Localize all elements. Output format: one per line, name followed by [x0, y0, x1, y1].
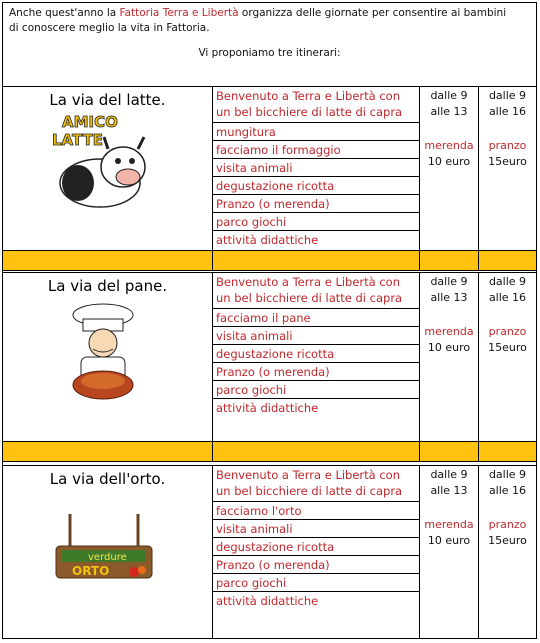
price: 10 euro: [427, 534, 471, 547]
item-text: un bel bicchiere di latte di capra: [216, 484, 403, 498]
time-to: alle 16: [488, 291, 527, 304]
price: 10 euro: [427, 155, 471, 168]
list-item: facciamo l'orto: [213, 502, 419, 520]
meal-type: merenda: [424, 139, 474, 152]
meal-type: pranzo: [488, 139, 527, 152]
time-from: dalle 9: [430, 468, 468, 481]
itinerary-latte: [2, 87, 537, 273]
morning-option: [420, 87, 479, 250]
time-from: dalle 9: [430, 89, 468, 102]
itinerary-title-cell: [3, 87, 213, 250]
sign-text-top: verdure: [88, 552, 127, 563]
afternoon-option: [479, 466, 536, 639]
sign-text-bottom: ORTO: [72, 564, 110, 578]
morning-option: [420, 273, 479, 441]
separator-band: [3, 250, 536, 271]
morning-option: [420, 466, 479, 639]
item-text: Benvenuto a Terra e Libertà con: [216, 468, 401, 482]
time-from: dalle 9: [488, 468, 527, 481]
time-to: alle 16: [488, 105, 527, 118]
intro-proposal: Vi proponiamo tre itinerari:: [198, 47, 341, 59]
list-item: Pranzo (o merenda): [213, 363, 419, 381]
time-to: alle 13: [430, 105, 468, 118]
itinerary-title-cell: [3, 273, 213, 441]
time-from: dalle 9: [488, 89, 527, 102]
intro-text: organizza delle giornate per consentire ai bambini: [238, 7, 507, 19]
list-item: attività didattiche: [216, 594, 319, 608]
intro-box: [2, 2, 537, 87]
list-item-welcome: [213, 273, 419, 309]
list-item: facciamo il formaggio: [213, 141, 419, 159]
intro-line-1: [9, 6, 530, 21]
amico-latte-logo-illustration: [48, 111, 158, 211]
logo-text-bottom: LATTE: [52, 131, 104, 149]
itinerary-orto: [2, 466, 537, 639]
itinerary-title: La via del latte.: [49, 91, 166, 109]
time-to: alle 16: [488, 484, 527, 497]
list-item: Pranzo (o merenda): [213, 195, 419, 213]
list-item: degustazione ricotta: [213, 177, 419, 195]
afternoon-option: [479, 273, 536, 441]
list-item: facciamo il pane: [213, 309, 419, 327]
list-item: parco giochi: [213, 381, 419, 399]
item-text: Benvenuto a Terra e Libertà con: [216, 89, 401, 103]
list-item: parco giochi: [213, 574, 419, 592]
time-to: alle 13: [430, 291, 468, 304]
activity-list: [213, 466, 420, 639]
list-item: visita animali: [213, 159, 419, 177]
list-item-welcome: [213, 87, 419, 123]
itinerary-title-cell: [3, 466, 213, 639]
meal-type: pranzo: [488, 518, 527, 531]
meal-type: pranzo: [488, 325, 527, 338]
logo-text-top: AMICO: [62, 113, 118, 131]
baker-chef-illustration: [63, 301, 153, 409]
meal-type: merenda: [424, 325, 474, 338]
activity-list: [213, 273, 420, 441]
list-item: visita animali: [213, 520, 419, 538]
list-item: parco giochi: [213, 213, 419, 231]
price: 15euro: [488, 534, 527, 547]
item-text: Benvenuto a Terra e Libertà con: [216, 275, 401, 289]
time-from: dalle 9: [430, 275, 468, 288]
list-item: visita animali: [213, 327, 419, 345]
activity-list: [213, 87, 420, 250]
price: 15euro: [488, 341, 527, 354]
price: 15euro: [488, 155, 527, 168]
intro-line-2: di conoscere meglio la vita in Fattoria.: [9, 22, 210, 34]
itinerary-title: La via del pane.: [47, 277, 168, 295]
time-to: alle 13: [430, 484, 468, 497]
meal-type: merenda: [424, 518, 474, 531]
list-item: degustazione ricotta: [213, 345, 419, 363]
item-text: un bel bicchiere di latte di capra: [216, 105, 403, 119]
farm-name: Fattoria Terra e Libertà: [119, 7, 239, 19]
price: 10 euro: [427, 341, 471, 354]
list-item: mungitura: [213, 123, 419, 141]
itinerary-pane: [2, 273, 537, 466]
list-item: degustazione ricotta: [213, 538, 419, 556]
list-item: Pranzo (o merenda): [213, 556, 419, 574]
list-item-welcome: [213, 466, 419, 502]
list-item: attività didattiche: [216, 233, 319, 247]
afternoon-option: [479, 87, 536, 250]
intro-text: Anche quest'anno la: [9, 7, 120, 19]
time-from: dalle 9: [488, 275, 527, 288]
separator-band: [3, 441, 536, 462]
item-text: un bel bicchiere di latte di capra: [216, 291, 403, 305]
itinerary-title: La via dell'orto.: [49, 470, 166, 488]
orto-sign-illustration: [48, 510, 158, 590]
list-item: attività didattiche: [216, 401, 319, 415]
